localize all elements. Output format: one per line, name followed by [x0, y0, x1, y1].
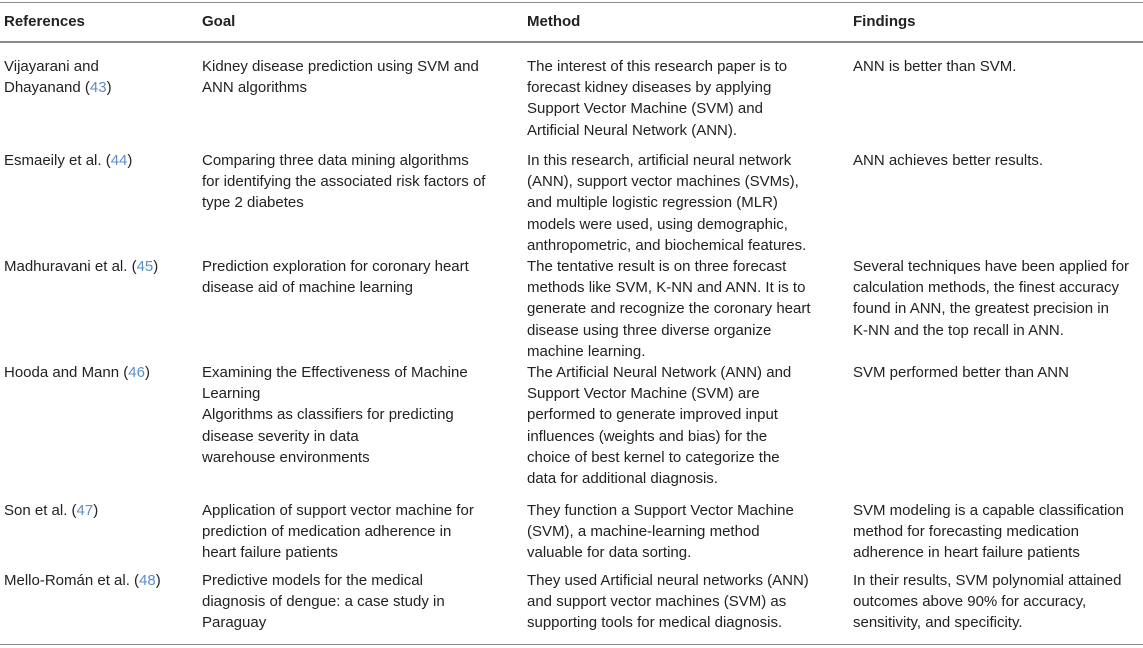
cell-line: [527, 192, 806, 213]
cell-line: [527, 150, 806, 171]
cell-line: [853, 542, 1124, 563]
cell-text: Support Vector Machine (SVM) are: [527, 385, 760, 403]
cell-text: generate and recognize the coronary heart: [527, 300, 811, 318]
header-references: References: [4, 13, 85, 30]
cell-line: [527, 447, 791, 468]
cell-line: [202, 256, 469, 277]
cell-line: [853, 570, 1121, 591]
citation-close-paren: ): [127, 152, 133, 169]
cell-line: [527, 77, 787, 98]
cell-text: type 2 diabetes: [202, 194, 304, 212]
cell-goal: [202, 256, 469, 298]
citation-link[interactable]: 45: [136, 258, 154, 275]
cell-line: [202, 404, 468, 425]
cell-text: Learning: [202, 385, 261, 403]
cell-line: [527, 120, 787, 141]
cell-text: Several techniques have been applied for: [853, 258, 1130, 275]
cell-line: [202, 521, 474, 542]
cell-text: performed to generate improved input: [527, 406, 778, 424]
cell-line: [202, 570, 445, 591]
cell-text: disease aid of machine learning: [202, 279, 413, 297]
cell-line: [527, 426, 791, 447]
cell-text: Support Vector Machine (SVM) and: [527, 100, 763, 118]
cell-line: [202, 591, 445, 612]
cell-text: They used Artificial neural networks (ANN): [527, 572, 809, 589]
cell-findings: [853, 150, 1043, 171]
cell-line: [527, 468, 791, 489]
cell-text: In their results, SVM polynomial attained: [853, 572, 1122, 589]
cell-text: Esmaeily et al. (: [4, 152, 111, 169]
cell-line: [853, 500, 1124, 521]
cell-references: [4, 362, 150, 383]
cell-line: [4, 56, 112, 77]
citation-link[interactable]: 43: [89, 79, 107, 97]
cell-text: SVM modeling is a capable classification: [853, 502, 1124, 519]
cell-method: [527, 150, 806, 256]
cell-findings: [853, 256, 1129, 341]
citation-close-paren: ): [155, 572, 161, 589]
cell-text: The interest of this research paper is to: [527, 58, 788, 75]
cell-text: choice of best kernel to categorize the: [527, 448, 780, 466]
cell-text: (SVM), a machine-learning method: [527, 523, 760, 541]
citation-close-paren: ): [144, 364, 150, 381]
cell-line: [4, 77, 112, 98]
cell-line: [202, 500, 474, 521]
cell-line: [853, 320, 1129, 341]
cell-method: [527, 500, 794, 564]
citation-close-paren: ): [106, 79, 112, 97]
cell-line: [527, 362, 791, 383]
cell-text: Kidney disease prediction using SVM and: [202, 58, 479, 75]
cell-text: and multiple logistic regression (MLR): [527, 194, 778, 212]
citation-link[interactable]: 48: [139, 572, 156, 589]
cell-line: [853, 362, 1069, 383]
cell-line: [527, 98, 787, 119]
cell-line: [4, 362, 150, 383]
cell-goal: [202, 570, 445, 634]
cell-line: [527, 341, 811, 362]
cell-text: supporting tools for medical diagnosis.: [527, 614, 783, 632]
cell-text: Vijayarani and: [4, 58, 99, 75]
cell-references: [4, 500, 98, 521]
cell-line: [202, 426, 468, 447]
cell-text: adherence in heart failure patients: [853, 544, 1080, 562]
cell-text: for identifying the associated risk factors of: [202, 173, 486, 191]
cell-text: Prediction exploration for coronary heart: [202, 258, 469, 275]
cell-text: The tentative result is on three forecast: [527, 258, 787, 275]
cell-line: [853, 521, 1124, 542]
cell-text: outcomes above 90% for accuracy,: [853, 593, 1087, 611]
cell-text: Algorithms as classifiers for predicting: [202, 406, 454, 424]
cell-line: [853, 256, 1129, 277]
cell-line: [202, 150, 485, 171]
cell-line: [527, 235, 806, 256]
cell-line: [853, 277, 1129, 298]
cell-line: [4, 256, 158, 277]
cell-goal: [202, 150, 485, 214]
cell-text: Predictive models for the medical: [202, 572, 423, 589]
cell-text: found in ANN, the greatest precision in: [853, 300, 1109, 318]
cell-text: disease severity in data: [202, 427, 359, 445]
cell-line: [527, 591, 809, 612]
cell-text: (ANN), support vector machines (SVMs),: [527, 173, 799, 191]
header-findings: Findings: [853, 13, 916, 30]
cell-text: Artificial Neural Network (ANN).: [527, 121, 738, 139]
cell-references: [4, 150, 132, 171]
table-top-rule: [0, 2, 1143, 3]
cell-line: [527, 570, 809, 591]
cell-line: [853, 56, 1016, 77]
cell-text: prediction of medication adherence in: [202, 523, 452, 541]
cell-line: [527, 383, 791, 404]
cell-text: forecast kidney diseases by applying: [527, 79, 772, 97]
cell-line: [527, 500, 794, 521]
cell-text: In this research, artificial neural network: [527, 152, 792, 169]
cell-text: Application of support vector machine for: [202, 502, 474, 519]
cell-text: They function a Support Vector Machine: [527, 502, 794, 519]
cell-line: [202, 612, 445, 633]
cell-findings: [853, 362, 1069, 383]
cell-text: Examining the Effectiveness of Machine: [202, 364, 468, 381]
cell-line: [527, 256, 811, 277]
cell-text: The Artificial Neural Network (ANN) and: [527, 364, 792, 381]
cell-line: [527, 521, 794, 542]
cell-references: [4, 570, 161, 591]
cell-text: ANN achieves better results.: [853, 152, 1044, 169]
cell-text: Comparing three data mining algorithms: [202, 152, 469, 169]
cell-text: method for forecasting medication: [853, 523, 1079, 541]
cell-line: [527, 214, 806, 235]
cell-method: [527, 56, 787, 141]
cell-line: [4, 150, 132, 171]
cell-goal: [202, 500, 474, 564]
cell-text: Dhayanand (: [4, 79, 90, 97]
cell-text: valuable for data sorting.: [527, 544, 692, 562]
cell-line: [202, 192, 485, 213]
cell-line: [527, 404, 791, 425]
cell-line: [527, 171, 806, 192]
cell-text: and support vector machines (SVM) as: [527, 593, 787, 611]
cell-line: [527, 320, 811, 341]
cell-method: [527, 256, 811, 362]
table-header-rule: [0, 41, 1143, 43]
cell-line: [527, 277, 811, 298]
cell-text: Son et al. (: [4, 502, 77, 519]
cell-line: [527, 542, 794, 563]
cell-line: [4, 570, 161, 591]
cell-findings: [853, 500, 1124, 564]
cell-line: [853, 591, 1121, 612]
cell-text: calculation methods, the finest accuracy: [853, 279, 1119, 297]
cell-text: disease using three diverse organize: [527, 321, 772, 339]
cell-text: Hooda and Mann (: [4, 364, 129, 381]
cell-text: ANN is better than SVM.: [853, 58, 1017, 75]
cell-line: [202, 77, 479, 98]
cell-text: diagnosis of dengue: a case study in: [202, 593, 445, 611]
header-method: Method: [527, 13, 581, 30]
cell-line: [202, 383, 468, 404]
header-goal: Goal: [202, 13, 236, 30]
cell-text: Madhuravani et al. (: [4, 258, 137, 275]
cell-line: [202, 542, 474, 563]
cell-text: heart failure patients: [202, 544, 338, 562]
cell-text: ANN algorithms: [202, 79, 308, 97]
cell-text: sensitivity, and specificity.: [853, 614, 1023, 632]
cell-text: warehouse environments: [202, 448, 370, 466]
cell-findings: [853, 570, 1121, 634]
cell-findings: [853, 56, 1016, 77]
cell-text: anthropometric, and biochemical features.: [527, 236, 807, 254]
table-bottom-rule: [0, 644, 1143, 645]
cell-method: [527, 570, 809, 634]
cell-line: [853, 150, 1043, 171]
cell-line: [202, 362, 468, 383]
cell-text: SVM performed better than ANN: [853, 364, 1069, 381]
citation-link[interactable]: 47: [76, 502, 94, 519]
cell-line: [4, 500, 98, 521]
cell-line: [202, 171, 485, 192]
cell-goal: [202, 56, 479, 98]
cell-text: methods like SVM, K-NN and ANN. It is to: [527, 279, 806, 297]
cell-line: [202, 277, 469, 298]
cell-text: data for additional diagnosis.: [527, 470, 718, 488]
cell-text: machine learning.: [527, 342, 646, 360]
citation-link[interactable]: 44: [110, 152, 128, 169]
cell-text: Paraguay: [202, 614, 267, 632]
citation-link[interactable]: 46: [128, 364, 145, 381]
cell-text: Mello-Román et al. (: [4, 572, 140, 589]
cell-method: [527, 362, 791, 489]
cell-references: [4, 256, 158, 277]
cell-line: [527, 298, 811, 319]
cell-text: influences (weights and bias) for the: [527, 427, 768, 445]
citation-close-paren: ): [93, 502, 99, 519]
citation-close-paren: ): [153, 258, 159, 275]
cell-goal: [202, 362, 468, 468]
cell-line: [853, 298, 1129, 319]
cell-line: [202, 56, 479, 77]
cell-line: [202, 447, 468, 468]
cell-line: [527, 56, 787, 77]
cell-references: [4, 56, 112, 98]
cell-text: models were used, using demographic,: [527, 215, 788, 233]
cell-line: [853, 612, 1121, 633]
cell-text: K-NN and the top recall in ANN.: [853, 321, 1064, 339]
cell-line: [527, 612, 809, 633]
